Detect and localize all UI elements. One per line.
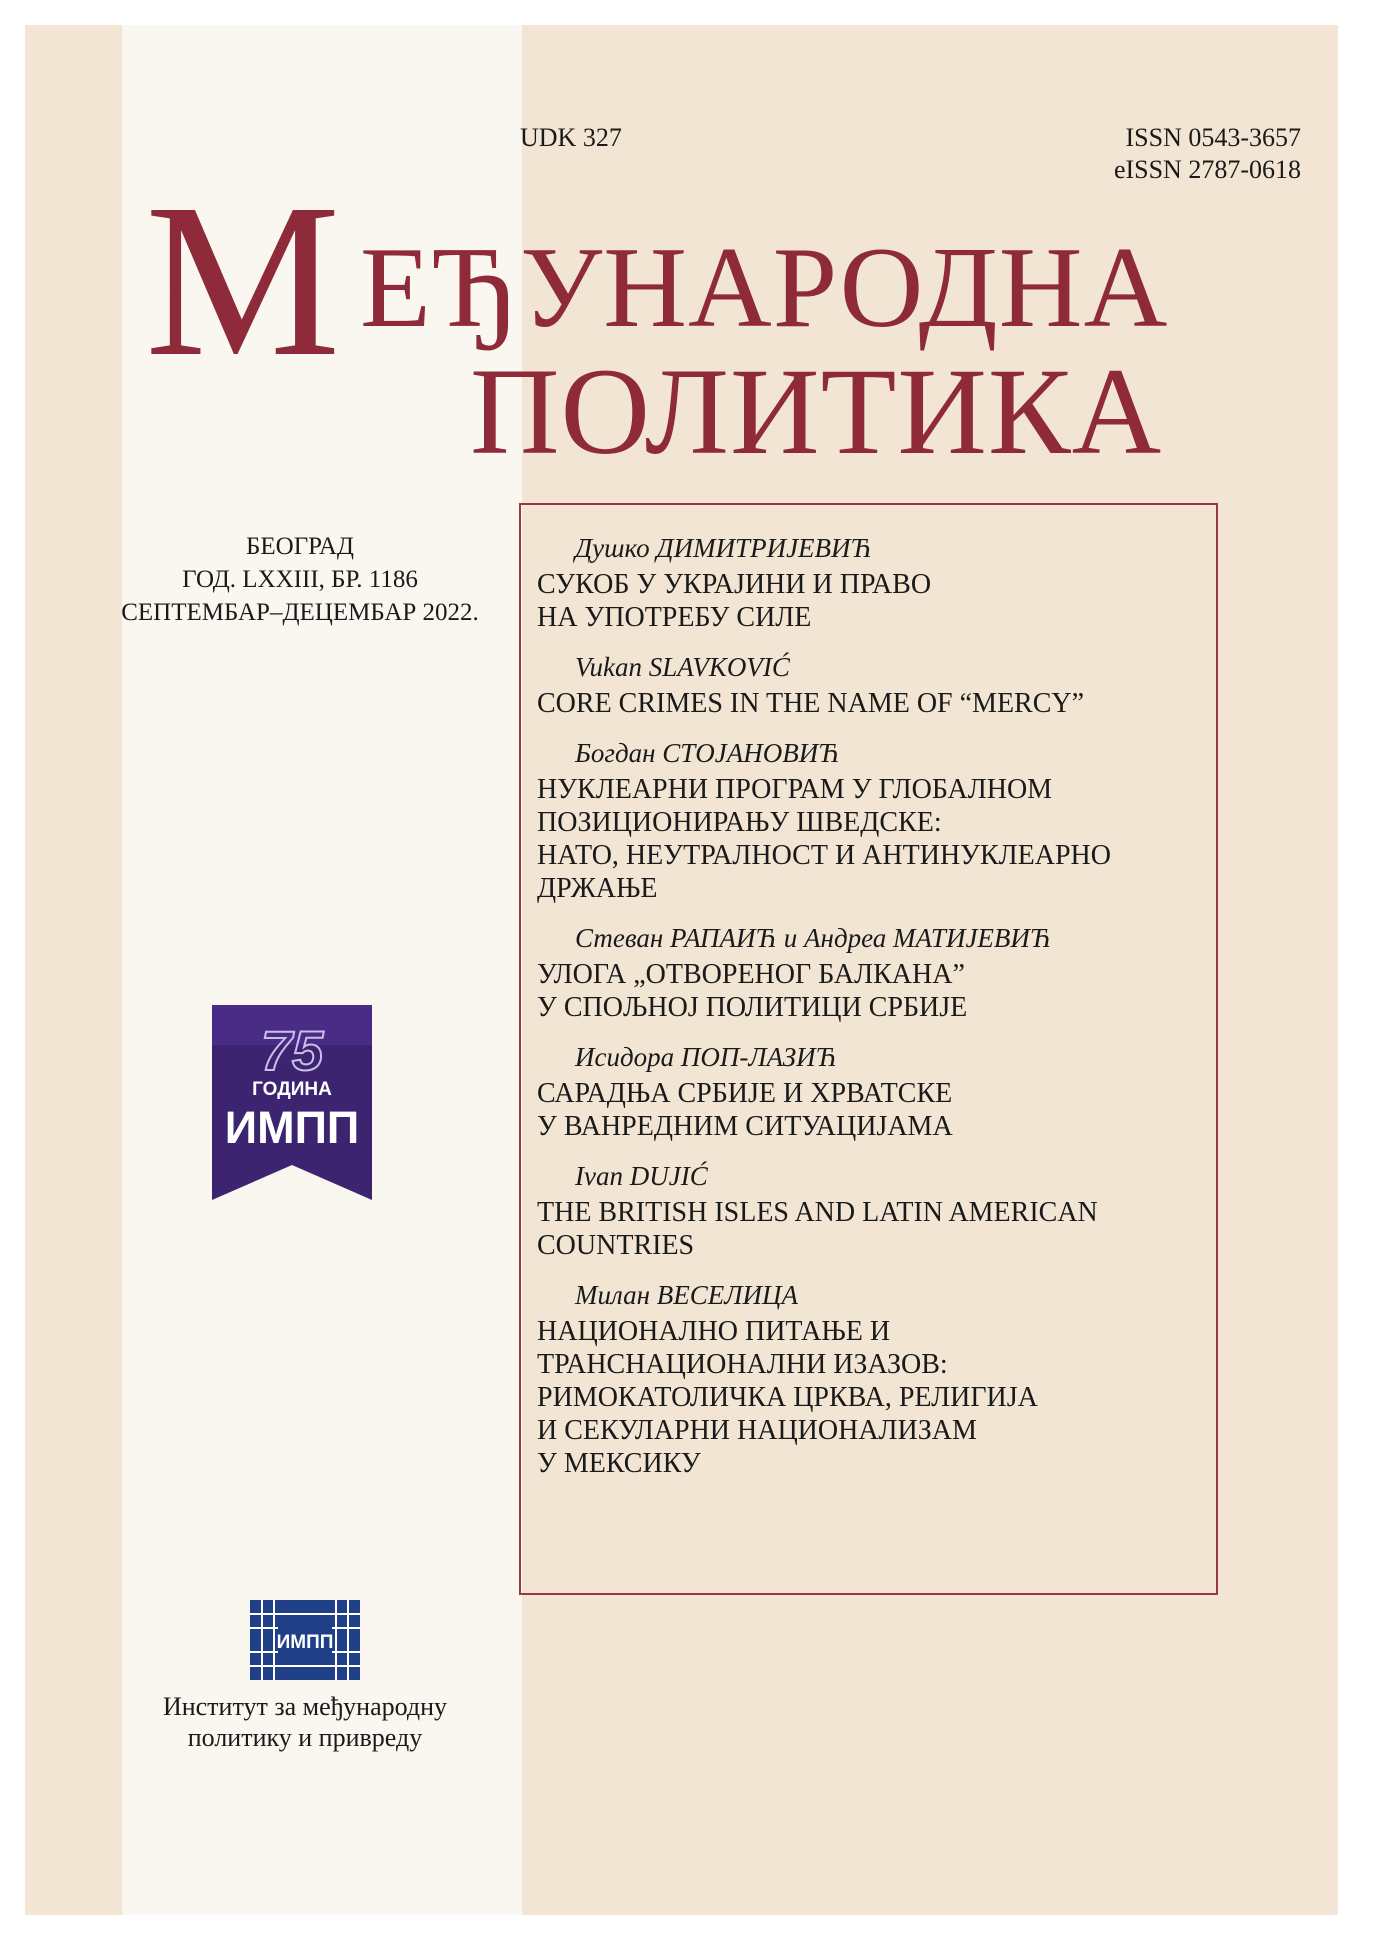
toc-title-line: РИМОКАТОЛИЧКА ЦРКВА, РЕЛИГИЈА [537, 1382, 1038, 1413]
toc-title-line: ДРЖАЊЕ [537, 873, 658, 904]
institute-name [135, 1691, 475, 1753]
toc-author: Богдан СТОЈАНОВИЋ [575, 738, 840, 768]
table-of-contents [519, 503, 1218, 1595]
toc-title [537, 1077, 1200, 1143]
toc-entry [537, 532, 1200, 634]
toc-author: Ivan DUJIĆ [575, 1161, 708, 1191]
toc-title [537, 1315, 1200, 1480]
imprint-period: СЕПТЕМБАР–ДЕЦЕМБАР 2022. [121, 599, 479, 626]
badge-number: 75 [260, 1019, 324, 1082]
toc-entry [537, 651, 1200, 720]
toc-entry [537, 1279, 1200, 1480]
toc-title [537, 773, 1200, 905]
toc-author: Vukan SLAVKOVIĆ [575, 652, 790, 682]
imprint [100, 530, 500, 629]
toc-title-line: НАЦИОНАЛНО ПИТАЊЕ И [537, 1316, 891, 1347]
title-initial: М [145, 158, 341, 402]
toc-title-line: НУКЛЕАРНИ ПРОГРАМ У ГЛОБАЛНОМ [537, 774, 1053, 805]
toc-author: Стеван РАПАИЋ и Андреа МАТИЈЕВИЋ [575, 923, 1052, 953]
toc-title-line: НА УПОТРЕБУ СИЛЕ [537, 602, 812, 633]
toc-title-line: УЛОГА „ОТВОРЕНОГ БАЛКАНА” [537, 959, 965, 990]
toc-title-line: ТРАНСНАЦИОНАЛНИ ИЗАЗОВ: [537, 1349, 948, 1380]
imprint-city: БЕОГРАД [246, 533, 354, 560]
institute-logo [250, 1600, 360, 1680]
toc-author: Милан ВЕСЕЛИЦА [575, 1280, 799, 1310]
institute-logo-text: ИМПП [276, 1632, 334, 1653]
toc-title-line: COUNTRIES [537, 1230, 695, 1261]
toc-title-line: И СЕКУЛАРНИ НАЦИОНАЛИЗАМ [537, 1415, 977, 1446]
issn: ISSN 0543-3657 [1125, 123, 1301, 152]
institute-block [135, 1600, 475, 1753]
toc-title-line: НАТО, НЕУТРАЛНОСТ И АНТИНУКЛЕАРНО [537, 840, 1111, 871]
toc-title-line: THE BRITISH ISLES AND LATIN AMERICAN [537, 1197, 1098, 1228]
imprint-volume: ГОД. LXXIII, БР. 1186 [182, 566, 418, 593]
udk-code: UDK 327 [520, 123, 622, 152]
toc-title [537, 1196, 1200, 1262]
toc-title-line: СУКОБ У УКРАЈИНИ И ПРАВО [537, 569, 932, 600]
toc-entry [537, 1160, 1200, 1262]
toc-title-line: У ВАНРЕДНИМ СИТУАЦИЈАМА [537, 1111, 953, 1142]
issn-block [1001, 122, 1301, 186]
toc-entry [537, 737, 1200, 905]
toc-entry [537, 1041, 1200, 1143]
toc-author: Душко ДИМИТРИЈЕВИЋ [575, 533, 873, 563]
toc-title-line: CORE CRIMES IN THE NAME OF “MERCY” [537, 688, 1085, 719]
toc-title-line: САРАДЊА СРБИЈЕ И ХРВАТСКЕ [537, 1078, 953, 1109]
toc-author: Исидора ПОП-ЛАЗИЋ [575, 1042, 838, 1072]
anniversary-badge [212, 1005, 372, 1200]
eissn: eISSN 2787-0618 [1113, 155, 1301, 184]
toc-title-line: У МЕКСИКУ [537, 1448, 701, 1479]
title-line-1: ЕЂУНАРОДНА [360, 224, 1169, 352]
toc-title [537, 568, 1200, 634]
title-line-2: ПОЛИТИКА [470, 343, 1163, 480]
toc-title-line: У СПОЉНОЈ ПОЛИТИЦИ СРБИЈЕ [537, 992, 968, 1023]
toc-entry [537, 922, 1200, 1024]
toc-title [537, 687, 1200, 720]
institute-name-line-2: политику и привреду [187, 1723, 423, 1752]
toc-title-line: ПОЗИЦИОНИРАЊУ ШВЕДСКЕ: [537, 807, 942, 838]
badge-acronym: ИМПП [224, 1102, 360, 1153]
institute-name-line-1: Институт за међународну [162, 1692, 448, 1721]
toc-title [537, 958, 1200, 1024]
badge-years: ГОДИНА [252, 1079, 332, 1100]
